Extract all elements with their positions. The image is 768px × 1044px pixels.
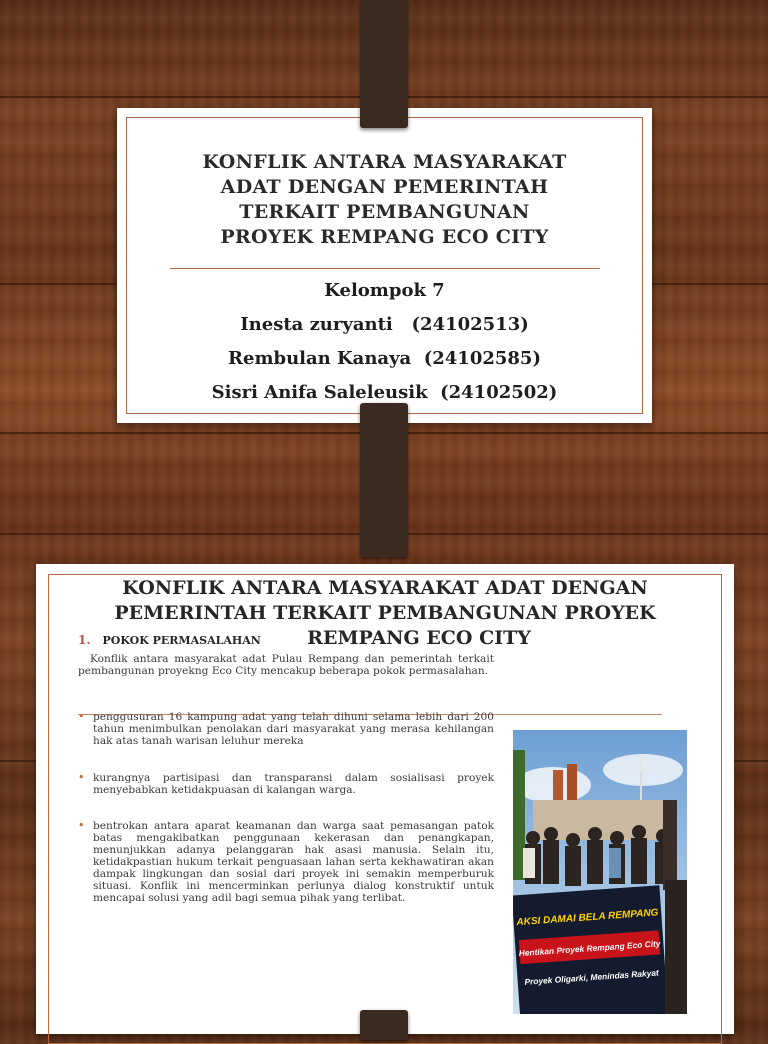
- heading-line: PROYEK REMPANG ECO CITY: [220, 226, 549, 248]
- protest-photo: [513, 730, 687, 1014]
- bullet-icon: •: [78, 819, 85, 832]
- title-slide[interactable]: [117, 108, 652, 423]
- heading-line: REMPANG ECO CITY: [307, 627, 531, 649]
- member-item: Sisri Anifa Saleleusik (24102502): [211, 382, 558, 403]
- heading-line: PEMERINTAH TERKAIT PEMBANGUNAN PROYEK: [114, 602, 656, 624]
- section-number: 1.: [78, 633, 91, 647]
- banner-line-3: Proyek Oligarki, Menindas Rakyat: [524, 967, 660, 987]
- member-item: Rembulan Kanaya (24102585): [228, 348, 541, 369]
- protest-photo-illustration: [513, 730, 687, 1014]
- title-slide-heading: [117, 150, 652, 250]
- banner-line-1: AKSI DAMAI BELA REMPANG: [516, 907, 659, 929]
- content-slide[interactable]: [36, 564, 734, 1034]
- heading-line: ADAT DENGAN PEMERINTAH: [220, 176, 549, 198]
- section-title: POKOK PERMASALAHAN: [102, 634, 261, 647]
- bullet-text: bentrokan antara aparat keamanan dan warga saat pemasangan patok batas mengakibatkan penggunaan kekerasan dan penangkapan, menunjukkan adanya pelanggaran hak asasi manusia. Selain itu, ketidakpastian hukum terkait penguasaan lahan serta kekhawatiran akan dampak lingkungan dan sosial dari proyek ini semakin memperburuk situasi. Konflik ini mencerminkan perlunya dialog konstruktif untuk mencapai solusi yang adil bagi semua pihak yang terlibat.: [93, 820, 494, 904]
- section-heading: [78, 633, 261, 647]
- heading-line: TERKAIT PEMBANGUNAN: [239, 201, 530, 223]
- heading-line: KONFLIK ANTARA MASYARAKAT ADAT DENGAN: [122, 577, 648, 599]
- bullet-icon: •: [78, 771, 85, 784]
- hanging-strap: [360, 0, 408, 128]
- hanging-strap: [360, 403, 408, 557]
- banner-line-2: Hentikan Proyek Rempang Eco City: [518, 938, 661, 959]
- title-divider: [170, 268, 600, 269]
- member-item: Inesta zuryanti (24102513): [240, 314, 529, 335]
- bullet-text: penggusuran 16 kampung adat yang telah dihuni selama lebih dari 200 tahun menimbulkan penolakan dari masyarakat yang merasa kehilangan hak atas tanah warisan leluhur mereka: [93, 711, 494, 747]
- group-name: Kelompok 7: [324, 280, 445, 301]
- bullet-icon: •: [78, 710, 85, 723]
- hanging-strap: [360, 1010, 408, 1040]
- group-members: [117, 274, 652, 410]
- intro-paragraph: Konflik antara masyarakat adat Pulau Rempang dan pemerintah terkait pembangunan proyekng Eco City mencakup beberapa pokok permasalahan.: [78, 653, 494, 677]
- heading-line: KONFLIK ANTARA MASYARAKAT: [202, 151, 567, 173]
- bullet-text: kurangnya partisipasi dan transparansi dalam sosialisasi proyek menyebabkan ketidakpuasan di kalangan warga.: [93, 772, 494, 796]
